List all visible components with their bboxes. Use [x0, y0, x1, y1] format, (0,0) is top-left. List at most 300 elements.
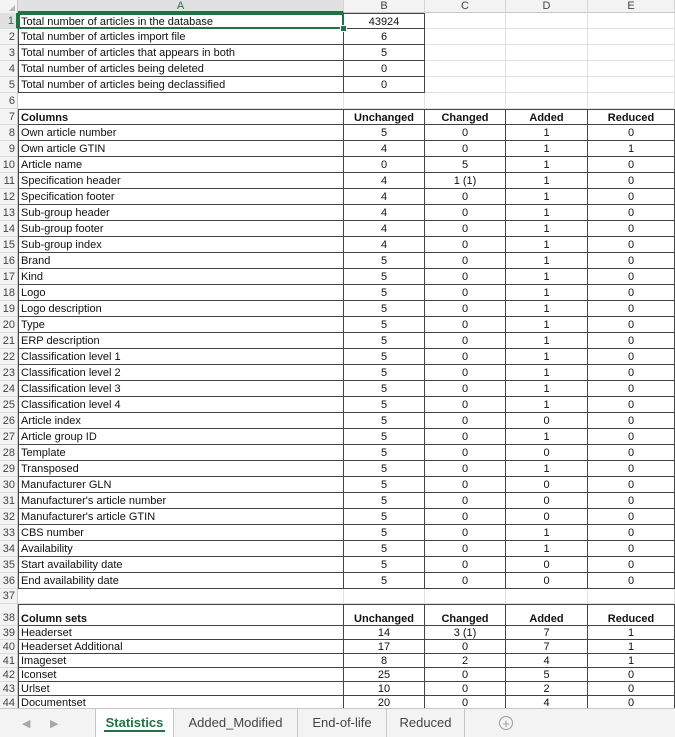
field-name-cell[interactable]: Manufacturer's article number [18, 493, 344, 509]
count-cell[interactable]: 10 [344, 682, 425, 696]
count-cell[interactable]: 0 [588, 509, 675, 525]
empty-cell[interactable] [506, 29, 588, 45]
count-cell[interactable]: 0 [588, 333, 675, 349]
field-name-cell[interactable]: Start availability date [18, 557, 344, 573]
row-header[interactable]: 27 [0, 429, 18, 445]
field-name-cell[interactable]: Sub-group index [18, 237, 344, 253]
count-cell[interactable]: 1 [506, 157, 588, 173]
count-cell[interactable]: 0 [425, 125, 506, 141]
empty-cell[interactable] [506, 45, 588, 61]
sheet-tab-statistics[interactable]: Statistics [95, 709, 174, 737]
count-cell[interactable]: 1 [506, 237, 588, 253]
active-cell[interactable]: Total number of articles in the database [18, 13, 344, 29]
empty-cell[interactable] [425, 77, 506, 93]
table-row [18, 301, 675, 317]
empty-cell[interactable] [588, 61, 675, 77]
count-cell[interactable]: 0 [588, 397, 675, 413]
count-cell[interactable]: 0 [588, 285, 675, 301]
count-cell[interactable]: 1 [506, 365, 588, 381]
scroll-tabs-left-icon[interactable]: ◀ [22, 718, 31, 730]
count-cell[interactable]: 0 [588, 413, 675, 429]
count-cell[interactable]: 1 [506, 317, 588, 333]
new-sheet-button[interactable]: + [499, 716, 513, 730]
count-cell[interactable]: 0 [588, 573, 675, 589]
count-cell[interactable]: 1 [588, 640, 675, 654]
count-cell[interactable]: 0 [506, 413, 588, 429]
count-cell[interactable]: 0 [588, 301, 675, 317]
count-cell[interactable]: 0 [425, 493, 506, 509]
row-header[interactable]: 30 [0, 477, 18, 493]
count-cell[interactable]: 0 [588, 221, 675, 237]
table-row [18, 237, 675, 253]
row-header[interactable]: 36 [0, 573, 18, 589]
field-name-cell[interactable]: Headerset [18, 626, 344, 640]
count-cell[interactable]: 1 [506, 141, 588, 157]
count-cell[interactable]: 0 [425, 461, 506, 477]
row-header[interactable]: 2 [0, 29, 18, 45]
count-cell[interactable]: 0 [588, 253, 675, 269]
row-header[interactable]: 16 [0, 253, 18, 269]
row-header[interactable]: 40 [0, 640, 18, 654]
row-header[interactable]: 26 [0, 413, 18, 429]
row-header[interactable]: 14 [0, 221, 18, 237]
field-name-cell[interactable]: Type [18, 317, 344, 333]
count-cell[interactable]: 0 [425, 381, 506, 397]
empty-cell[interactable] [344, 589, 425, 604]
fill-handle[interactable] [340, 25, 347, 32]
count-cell[interactable]: 5 [425, 157, 506, 173]
column-title-cell[interactable]: Unchanged [344, 604, 425, 626]
count-cell[interactable]: 1 [506, 461, 588, 477]
count-cell[interactable]: 0 [425, 525, 506, 541]
count-cell[interactable]: 5 [344, 509, 425, 525]
empty-cell[interactable] [506, 93, 588, 109]
count-cell[interactable]: 0 [506, 509, 588, 525]
row-header[interactable]: 15 [0, 237, 18, 253]
row-header[interactable]: 3 [0, 45, 18, 61]
count-cell[interactable]: 0 [506, 493, 588, 509]
empty-cell[interactable] [425, 45, 506, 61]
count-cell[interactable]: 8 [344, 654, 425, 668]
summary-label-cell[interactable]: Total number of articles being declassified [18, 77, 344, 93]
count-cell[interactable]: 25 [344, 668, 425, 682]
empty-cell[interactable] [588, 77, 675, 93]
row-header[interactable]: 5 [0, 77, 18, 93]
empty-cell[interactable] [425, 13, 506, 29]
summary-label-cell[interactable]: Total number of articles being deleted [18, 61, 344, 77]
count-cell[interactable]: 0 [588, 125, 675, 141]
count-cell[interactable]: 0 [425, 397, 506, 413]
column-header-b[interactable]: B [344, 0, 425, 13]
count-cell[interactable]: 0 [425, 301, 506, 317]
count-cell[interactable]: 1 [506, 525, 588, 541]
count-cell[interactable]: 5 [506, 668, 588, 682]
count-cell[interactable]: 7 [506, 626, 588, 640]
count-cell[interactable]: 0 [425, 477, 506, 493]
row-header[interactable]: 20 [0, 317, 18, 333]
field-name-cell[interactable]: ERP description [18, 333, 344, 349]
row-header[interactable]: 6 [0, 93, 18, 109]
row-header[interactable]: 35 [0, 557, 18, 573]
field-name-cell[interactable]: Documentset [18, 696, 344, 708]
count-cell[interactable]: 0 [506, 573, 588, 589]
table-row [18, 541, 675, 557]
count-cell[interactable]: 0 [588, 477, 675, 493]
empty-cell[interactable] [506, 61, 588, 77]
table-row [18, 413, 675, 429]
row-header[interactable]: 33 [0, 525, 18, 541]
count-cell[interactable]: 1 [506, 397, 588, 413]
count-cell[interactable]: 3 (1) [425, 626, 506, 640]
table-row [18, 285, 675, 301]
field-name-cell[interactable]: Article group ID [18, 429, 344, 445]
row-header[interactable]: 1 [0, 13, 18, 29]
count-cell[interactable]: 1 [506, 253, 588, 269]
column-title-cell[interactable]: Reduced [588, 604, 675, 626]
field-name-cell[interactable]: Manufacturer GLN [18, 477, 344, 493]
count-cell[interactable]: 1 [506, 333, 588, 349]
count-cell[interactable]: 0 [425, 333, 506, 349]
row-header[interactable]: 18 [0, 285, 18, 301]
table-row [18, 77, 675, 93]
count-cell[interactable]: 5 [344, 413, 425, 429]
row-header[interactable]: 22 [0, 349, 18, 365]
count-cell[interactable]: 0 [506, 477, 588, 493]
field-name-cell[interactable]: Logo description [18, 301, 344, 317]
count-cell[interactable]: 4 [506, 696, 588, 708]
row-header[interactable]: 19 [0, 301, 18, 317]
scroll-tabs-right-icon[interactable]: ▶ [50, 718, 59, 730]
count-cell[interactable]: 5 [344, 477, 425, 493]
column-title-cell[interactable]: Added [506, 109, 588, 125]
row-header[interactable]: 43 [0, 682, 18, 696]
count-cell[interactable]: 0 [344, 157, 425, 173]
count-cell[interactable]: 0 [425, 141, 506, 157]
field-name-cell[interactable]: Transposed [18, 461, 344, 477]
column-header-c[interactable]: C [425, 0, 506, 13]
count-cell[interactable]: 0 [425, 237, 506, 253]
count-cell[interactable]: 0 [425, 445, 506, 461]
count-cell[interactable]: 0 [588, 696, 675, 708]
count-cell[interactable]: 5 [344, 333, 425, 349]
row-header[interactable]: 28 [0, 445, 18, 461]
count-cell[interactable]: 0 [588, 445, 675, 461]
count-cell[interactable]: 0 [588, 429, 675, 445]
table-row [18, 682, 675, 696]
count-cell[interactable]: 0 [588, 157, 675, 173]
count-cell[interactable]: 0 [425, 317, 506, 333]
count-cell[interactable]: 0 [425, 365, 506, 381]
count-cell[interactable]: 0 [425, 573, 506, 589]
count-cell[interactable]: 0 [425, 509, 506, 525]
column-title-cell[interactable]: Column sets [18, 604, 344, 626]
field-name-cell[interactable]: Specification header [18, 173, 344, 189]
count-cell[interactable]: 7 [506, 640, 588, 654]
sheet-tab-end-of-life[interactable]: End-of-life [298, 709, 387, 737]
empty-cell[interactable] [425, 29, 506, 45]
count-cell[interactable]: 5 [344, 125, 425, 141]
count-cell[interactable]: 0 [506, 445, 588, 461]
sheet-tab-reduced[interactable]: Reduced [387, 709, 465, 737]
count-cell[interactable]: 1 [506, 205, 588, 221]
row-header[interactable]: 32 [0, 509, 18, 525]
count-cell[interactable]: 0 [588, 189, 675, 205]
count-cell[interactable]: 2 [425, 654, 506, 668]
summary-value-cell[interactable]: 0 [344, 61, 425, 77]
field-name-cell[interactable]: Own article GTIN [18, 141, 344, 157]
field-name-cell[interactable]: Specification footer [18, 189, 344, 205]
count-cell[interactable]: 0 [588, 365, 675, 381]
table-row [18, 365, 675, 381]
count-cell[interactable]: 0 [425, 253, 506, 269]
count-cell[interactable]: 5 [344, 285, 425, 301]
count-cell[interactable]: 5 [344, 525, 425, 541]
row-header[interactable]: 37 [0, 589, 18, 604]
count-cell[interactable]: 5 [344, 461, 425, 477]
empty-cell[interactable] [588, 589, 675, 604]
count-cell[interactable]: 0 [425, 682, 506, 696]
count-cell[interactable]: 1 [506, 125, 588, 141]
field-name-cell[interactable]: Kind [18, 269, 344, 285]
empty-cell[interactable] [506, 13, 588, 29]
count-cell[interactable]: 20 [344, 696, 425, 708]
table-row [18, 253, 675, 269]
count-cell[interactable]: 0 [425, 413, 506, 429]
column-header-d[interactable]: D [506, 0, 588, 13]
field-name-cell[interactable]: CBS number [18, 525, 344, 541]
count-cell[interactable]: 0 [425, 269, 506, 285]
count-cell[interactable]: 1 (1) [425, 173, 506, 189]
column-title-cell[interactable]: Unchanged [344, 109, 425, 125]
row-header[interactable]: 21 [0, 333, 18, 349]
row-header[interactable]: 31 [0, 493, 18, 509]
row-header[interactable]: 24 [0, 381, 18, 397]
field-name-cell[interactable]: Classification level 2 [18, 365, 344, 381]
count-cell[interactable]: 5 [344, 301, 425, 317]
count-cell[interactable]: 2 [506, 682, 588, 696]
count-cell[interactable]: 4 [344, 189, 425, 205]
sheet-tab-added-modified[interactable]: Added_Modified [174, 709, 298, 737]
count-cell[interactable]: 4 [344, 173, 425, 189]
count-cell[interactable]: 1 [506, 269, 588, 285]
count-cell[interactable]: 4 [344, 141, 425, 157]
count-cell[interactable]: 0 [425, 189, 506, 205]
field-name-cell[interactable]: Availability [18, 541, 344, 557]
summary-value-cell[interactable]: 43924 [344, 13, 425, 29]
count-cell[interactable]: 0 [588, 461, 675, 477]
count-cell[interactable]: 0 [425, 541, 506, 557]
count-cell[interactable]: 0 [425, 696, 506, 708]
table-row [18, 205, 675, 221]
count-cell[interactable]: 0 [425, 668, 506, 682]
count-cell[interactable]: 5 [344, 541, 425, 557]
table-row [18, 125, 675, 141]
count-cell[interactable]: 0 [588, 541, 675, 557]
count-cell[interactable]: 0 [588, 237, 675, 253]
row-header[interactable]: 25 [0, 397, 18, 413]
empty-cell[interactable] [425, 589, 506, 604]
count-cell[interactable]: 0 [588, 205, 675, 221]
row-header[interactable]: 9 [0, 141, 18, 157]
count-cell[interactable]: 1 [588, 626, 675, 640]
count-cell[interactable]: 0 [425, 349, 506, 365]
row-header[interactable]: 12 [0, 189, 18, 205]
row-header[interactable]: 23 [0, 365, 18, 381]
row-header[interactable]: 34 [0, 541, 18, 557]
field-name-cell[interactable]: Classification level 1 [18, 349, 344, 365]
field-name-cell[interactable]: Manufacturer's article GTIN [18, 509, 344, 525]
row-header[interactable]: 10 [0, 157, 18, 173]
empty-cell[interactable] [425, 93, 506, 109]
field-name-cell[interactable]: Headerset Additional [18, 640, 344, 654]
empty-cell[interactable] [588, 29, 675, 45]
table-row [18, 696, 675, 708]
column-title-cell[interactable]: Reduced [588, 109, 675, 125]
row-header[interactable]: 39 [0, 626, 18, 640]
field-name-cell[interactable]: Template [18, 445, 344, 461]
count-cell[interactable]: 5 [344, 493, 425, 509]
table-row [18, 141, 675, 157]
field-name-cell[interactable]: Iconset [18, 668, 344, 682]
row-header[interactable]: 38 [0, 604, 18, 626]
empty-cell[interactable] [506, 589, 588, 604]
count-cell[interactable]: 0 [425, 221, 506, 237]
column-header-a[interactable]: A [18, 0, 344, 13]
count-cell[interactable]: 0 [588, 493, 675, 509]
field-name-cell[interactable]: End availability date [18, 573, 344, 589]
count-cell[interactable]: 5 [344, 381, 425, 397]
empty-cell[interactable] [18, 589, 344, 604]
table-row [18, 429, 675, 445]
count-cell[interactable]: 0 [588, 525, 675, 541]
count-cell[interactable]: 4 [344, 205, 425, 221]
count-cell[interactable]: 0 [425, 205, 506, 221]
field-name-cell[interactable]: Imageset [18, 654, 344, 668]
count-cell[interactable]: 4 [344, 221, 425, 237]
empty-cell[interactable] [588, 45, 675, 61]
count-cell[interactable]: 5 [344, 429, 425, 445]
field-name-cell[interactable]: Article index [18, 413, 344, 429]
table-row [18, 668, 675, 682]
table-row [18, 61, 675, 77]
count-cell[interactable]: 1 [588, 654, 675, 668]
count-cell[interactable]: 0 [588, 381, 675, 397]
count-cell[interactable]: 17 [344, 640, 425, 654]
empty-cell[interactable] [506, 77, 588, 93]
select-all-corner[interactable] [0, 0, 18, 13]
count-cell[interactable]: 5 [344, 365, 425, 381]
count-cell[interactable]: 5 [344, 397, 425, 413]
empty-cell[interactable] [588, 93, 675, 109]
count-cell[interactable]: 0 [425, 640, 506, 654]
count-cell[interactable]: 5 [344, 557, 425, 573]
count-cell[interactable]: 0 [588, 557, 675, 573]
count-cell[interactable]: 0 [425, 557, 506, 573]
count-cell[interactable]: 0 [588, 668, 675, 682]
count-cell[interactable]: 1 [506, 189, 588, 205]
row-header[interactable]: 7 [0, 109, 18, 125]
row-header[interactable]: 17 [0, 269, 18, 285]
row-header[interactable]: 4 [0, 61, 18, 77]
field-name-cell[interactable]: Classification level 3 [18, 381, 344, 397]
column-title-cell[interactable]: Columns [18, 109, 344, 125]
row-header[interactable]: 13 [0, 205, 18, 221]
count-cell[interactable]: 1 [506, 221, 588, 237]
count-cell[interactable]: 1 [506, 429, 588, 445]
count-cell[interactable]: 1 [506, 173, 588, 189]
count-cell[interactable]: 0 [588, 317, 675, 333]
field-name-cell[interactable]: Own article number [18, 125, 344, 141]
summary-value-cell[interactable]: 5 [344, 45, 425, 61]
field-name-cell[interactable]: Sub-group header [18, 205, 344, 221]
count-cell[interactable]: 1 [506, 541, 588, 557]
summary-value-cell[interactable]: 0 [344, 77, 425, 93]
empty-cell[interactable] [18, 93, 344, 109]
count-cell[interactable]: 5 [344, 253, 425, 269]
count-cell[interactable]: 14 [344, 626, 425, 640]
table-row [18, 557, 675, 573]
count-cell[interactable]: 4 [344, 237, 425, 253]
field-name-cell[interactable]: Logo [18, 285, 344, 301]
count-cell[interactable]: 5 [344, 445, 425, 461]
count-cell[interactable]: 0 [425, 429, 506, 445]
field-name-cell[interactable]: Sub-group footer [18, 221, 344, 237]
count-cell[interactable]: 1 [506, 285, 588, 301]
count-cell[interactable]: 1 [588, 141, 675, 157]
count-cell[interactable]: 5 [344, 349, 425, 365]
count-cell[interactable]: 0 [588, 682, 675, 696]
row-header[interactable]: 44 [0, 696, 18, 708]
field-name-cell[interactable]: Brand [18, 253, 344, 269]
count-cell[interactable]: 0 [588, 269, 675, 285]
count-cell[interactable]: 0 [588, 173, 675, 189]
count-cell[interactable]: 1 [506, 381, 588, 397]
empty-cell[interactable] [425, 61, 506, 77]
column-title-cell[interactable]: Changed [425, 109, 506, 125]
row-header[interactable]: 41 [0, 654, 18, 668]
summary-value-cell[interactable]: 6 [344, 29, 425, 45]
column-title-cell[interactable]: Changed [425, 604, 506, 626]
column-header-e[interactable]: E [588, 0, 675, 13]
table-row [18, 269, 675, 285]
section-header-row [18, 109, 675, 125]
sheet-tab-bar [0, 708, 675, 737]
field-name-cell[interactable]: Classification level 4 [18, 397, 344, 413]
table-row [18, 45, 675, 61]
count-cell[interactable]: 0 [588, 349, 675, 365]
empty-cell[interactable] [588, 13, 675, 29]
count-cell[interactable]: 5 [344, 573, 425, 589]
row-header[interactable]: 11 [0, 173, 18, 189]
row-header[interactable]: 42 [0, 668, 18, 682]
empty-cell[interactable] [344, 93, 425, 109]
count-cell[interactable]: 0 [506, 557, 588, 573]
table-row [18, 445, 675, 461]
summary-label-cell[interactable]: Total number of articles that appears in both [18, 45, 344, 61]
count-cell[interactable]: 1 [506, 301, 588, 317]
count-cell[interactable]: 5 [344, 317, 425, 333]
column-title-cell[interactable]: Added [506, 604, 588, 626]
count-cell[interactable]: 5 [344, 269, 425, 285]
summary-label-cell[interactable]: Total number of articles import file [18, 29, 344, 45]
row-header[interactable]: 29 [0, 461, 18, 477]
count-cell[interactable]: 4 [506, 654, 588, 668]
field-name-cell[interactable]: Article name [18, 157, 344, 173]
count-cell[interactable]: 0 [425, 285, 506, 301]
row-header[interactable]: 8 [0, 125, 18, 141]
count-cell[interactable]: 1 [506, 349, 588, 365]
field-name-cell[interactable]: Urlset [18, 682, 344, 696]
